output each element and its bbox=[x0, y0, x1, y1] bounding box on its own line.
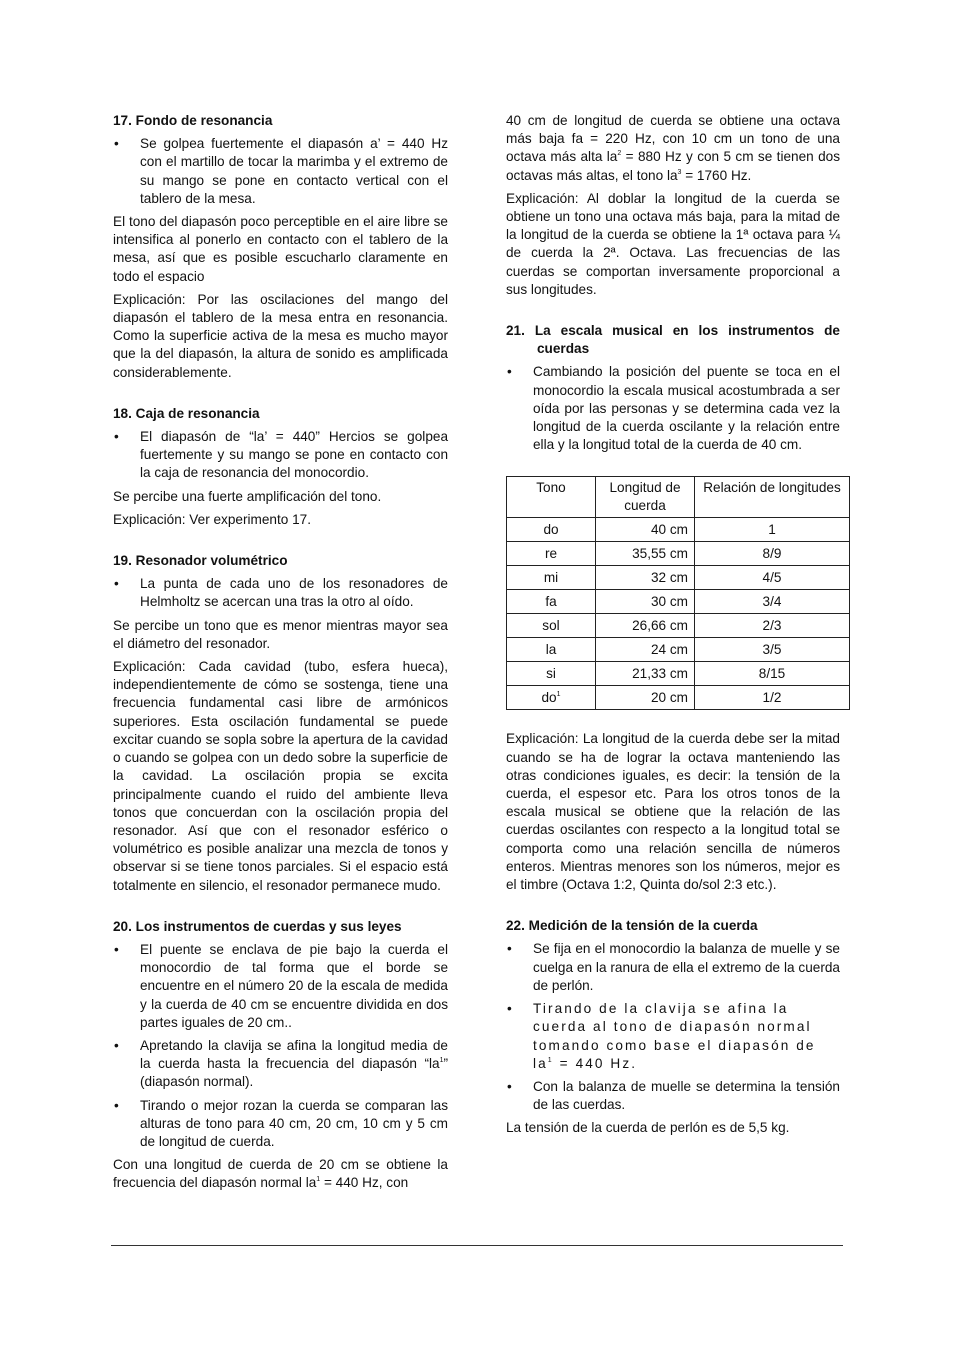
tono-label: do bbox=[543, 521, 559, 537]
tono-label: si bbox=[546, 665, 556, 681]
scale-table-cell-tono bbox=[507, 686, 596, 710]
section-18-bullet-1: • El diapasón de “la’ = 440” Hercios se golpea fuertemente y su mango se pone en contacto con la caja de resonancia del monocordio. bbox=[113, 428, 448, 483]
section-20-cont-paragraph-1 bbox=[506, 112, 840, 185]
section-20-paragraph-1-text-a: Con una longitud de cuerda de 20 cm se obtiene la frecuencia del diapasón normal la bbox=[113, 1157, 448, 1191]
section-18 bbox=[113, 405, 448, 529]
scale-table-body bbox=[507, 518, 850, 710]
scale-table-cell-longitud: 24 cm bbox=[596, 638, 695, 662]
scale-table-cell-tono bbox=[507, 638, 596, 662]
section-17-bullet-1: • Se golpea fuertemente el diapasón a’ = 440 Hz con el martillo de tocar la marimba y el extremo de su mango se pone en contacto vertical con el tablero de la mesa. bbox=[113, 135, 448, 208]
scale-table-header-longitud: Longitud de cuerda bbox=[596, 477, 695, 518]
section-20-cont-superscript-1: 2 bbox=[617, 150, 622, 158]
section-21-bullets bbox=[506, 363, 840, 454]
section-19-bullets bbox=[113, 575, 448, 611]
section-19-bullet-1: • La punta de cada uno de los resonadores de Helmholtz se acercan una tras la otro al oído. bbox=[113, 575, 448, 611]
scale-table-cell-relacion: 1/2 bbox=[695, 686, 850, 710]
scale-table-cell-tono bbox=[507, 614, 596, 638]
scale-table-cell-longitud: 21,33 cm bbox=[596, 662, 695, 686]
section-22-bullet-1: • Se fija en el monocordio la balanza de muelle y se cuelga en la ranura de ella el extremo de la cuerda de perlón. bbox=[506, 940, 840, 995]
section-20-cont-superscript-2: 3 bbox=[677, 168, 682, 176]
section-20-cont-paragraph-2: Explicación: Al doblar la longitud de la cuerda se obtiene un tono una octava más baja, para la mitad de la longitud de la cuerda se obtiene la 1ª octava para ¼ de cuerda la 2ª. Octava. Las frecuencias de las cuerdas se comportan inversamente proporcional a sus longitudes. bbox=[506, 190, 840, 297]
scale-table-row bbox=[507, 542, 850, 566]
section-18-paragraph-2: Explicación: Ver experimento 17. bbox=[113, 511, 311, 527]
section-20-cont-text-a: 40 cm de longitud de cuerda se obtiene una octava más baja fa = 220 Hz, con 10 cm un tono de una octava más alta la bbox=[506, 113, 840, 165]
scale-table-cell-relacion: 8/9 bbox=[695, 542, 850, 566]
scale-table-cell-longitud: 35,55 cm bbox=[596, 542, 695, 566]
tono-label: mi bbox=[543, 569, 559, 585]
tono-label: do bbox=[541, 689, 557, 705]
section-20-paragraph-1-superscript: 1 bbox=[316, 1176, 321, 1184]
section-20-continued bbox=[506, 112, 840, 299]
right-column bbox=[506, 112, 840, 1143]
section-20-paragraph-1-text-b: = 440 Hz, con bbox=[320, 1175, 409, 1191]
section-20-paragraph-1 bbox=[113, 1156, 448, 1192]
section-22-title: 22. Medición de la tensión de la cuerda bbox=[506, 918, 758, 934]
section-19 bbox=[113, 552, 448, 895]
scale-table-header-tono: Tono bbox=[507, 477, 596, 518]
scale-table-header-relacion: Relación de longitudes bbox=[695, 477, 850, 518]
section-22-bullet-2 bbox=[506, 1000, 840, 1073]
scale-table-row bbox=[507, 566, 850, 590]
section-20-cont-text-b: = 880 Hz y con 5 cm se tienen dos octavas más altas, el tono la bbox=[506, 149, 840, 183]
section-20-bullet-2-superscript: 1 bbox=[439, 1057, 444, 1065]
scale-table bbox=[506, 476, 850, 710]
section-22-bullet-2-text-b: = 440 Hz. bbox=[553, 1055, 638, 1071]
section-22-bullets bbox=[506, 940, 840, 1114]
section-19-paragraph-2: Explicación: Cada cavidad (tubo, esfera hueca), independientemente de cómo se sostenga, tiene una frecuencia fundamental casi libre de armónicos superiores. Esta oscilación fundamental se puede excitar cuando se sopla sobre la apertura de la cavidad o cuando se golpea con un dedo sobre la superficie de la cavidad. La oscilación propia se excita principalmente cuando el ruido del ambiente lleva tonos que concuerdan con la oscilación propia del resonador. Así que con el resonador esférico o volumétrico es posible analizar una mezcla de tonos y observar si se tiene tonos parciales. Si el espacio está totalmente en silencio, el resonador permanece mudo. bbox=[113, 659, 448, 893]
section-22-paragraph-1: La tensión de la cuerda de perlón es de 5,5 kg. bbox=[506, 1120, 790, 1136]
section-21-title: 21. La escala musical en los instrumentos de cuerdas bbox=[506, 323, 840, 357]
tono-superscript: 1 bbox=[556, 690, 561, 698]
section-21-bullet-1: • Cambiando la posición del puente se toca en el monocordio la escala musical acostumbrada a ser oída por las personas y se determina cada vez la longitud de la cuerda oscilante y la relación entre ella y la longitud total de la cuerda de 40 cm. bbox=[506, 363, 840, 454]
scale-table-cell-longitud: 20 cm bbox=[596, 686, 695, 710]
section-22-bullet-3: • Con la balanza de muelle se determina la tensión de las cuerdas. bbox=[506, 1078, 840, 1114]
section-22 bbox=[506, 917, 840, 1137]
section-17-bullets bbox=[113, 135, 448, 208]
scale-table-row bbox=[507, 614, 850, 638]
scale-table-cell-tono bbox=[507, 590, 596, 614]
scale-table-row bbox=[507, 662, 850, 686]
section-19-paragraph-1: Se percibe un tono que es menor mientras mayor sea el diámetro del resonador. bbox=[113, 617, 448, 651]
section-17-title: 17. Fondo de resonancia bbox=[113, 113, 273, 128]
scale-table-cell-relacion: 3/4 bbox=[695, 590, 850, 614]
section-17-paragraph-2: Explicación: Por las oscilaciones del mango del diapasón el tablero de la mesa entra en resonancia. Como la superficie activa de la mesa es mucho mayor que la del diapasón, la altura de sonido es amplificada considerablemente. bbox=[113, 291, 448, 380]
section-20-bullet-2-text-a: Apretando la clavija se afina la longitud media de la cuerda hasta la frecuencia del diapasón “la bbox=[140, 1037, 448, 1072]
scale-table-cell-relacion: 8/15 bbox=[695, 662, 850, 686]
tono-label: re bbox=[544, 545, 558, 561]
section-20-bullet-2-text-b: ” (diapasón normal). bbox=[140, 1056, 448, 1090]
scale-table-row bbox=[507, 638, 850, 662]
scale-table-cell-longitud: 30 cm bbox=[596, 590, 695, 614]
section-20-bullets bbox=[113, 941, 448, 1151]
section-19-title: 19. Resonador volumétrico bbox=[113, 553, 288, 569]
tono-label: sol bbox=[542, 617, 560, 633]
scale-table-cell-longitud: 40 cm bbox=[596, 518, 695, 542]
scale-table-cell-relacion: 2/3 bbox=[695, 614, 850, 638]
section-20-title: 20. Los instrumentos de cuerdas y sus leyes bbox=[113, 918, 402, 934]
section-21-paragraph-1: Explicación: La longitud de la cuerda debe ser la mitad cuando se ha de lograr la octava manteniendo las otras condiciones iguales, es decir: la tensión de la cuerda, el espesor etc. Para los otros tonos de la escala musical se obtiene que la relación de las cuerdas oscilantes con respecto a la longitud total se comporta como una relación sencilla de números enteros. Mientras menores son los números, mejor es el timbre (Octava 1:2, Quinta do/sol 2:3 etc.). bbox=[506, 731, 840, 893]
section-21 bbox=[506, 322, 840, 894]
tono-label: fa bbox=[545, 593, 557, 609]
section-22-bullet-2-text-a: Tirando de la clavija se afina la cuerda al tono de diapasón normal tomando como base el diapasón de la bbox=[533, 1001, 816, 1071]
scale-table-row bbox=[507, 590, 850, 614]
footer-rule bbox=[111, 1245, 843, 1246]
scale-table-cell-tono bbox=[507, 662, 596, 686]
section-20-bullet-2 bbox=[113, 1037, 448, 1092]
left-column bbox=[113, 112, 448, 1198]
scale-table-cell-relacion: 4/5 bbox=[695, 566, 850, 590]
section-20-bullet-1: • El puente se enclava de pie bajo la cuerda el monocordio de tal forma que el borde se encuentre en el número 20 de la escala de medida y la cuerda de 40 cm se encuentre dividida en dos partes iguales de 20 cm.. bbox=[113, 941, 448, 1032]
section-17 bbox=[113, 112, 448, 382]
scale-table-cell-tono bbox=[507, 566, 596, 590]
scale-table-cell-tono bbox=[507, 518, 596, 542]
scale-table-cell-longitud: 32 cm bbox=[596, 566, 695, 590]
section-17-paragraph-1: El tono del diapasón poco perceptible en el aire libre se intensifica al ponerlo en contacto con el tablero de la mesa, así que es posible escucharlo claramente en todo el espacio bbox=[113, 214, 448, 284]
section-18-paragraph-1: Se percibe una fuerte amplificación del tono. bbox=[113, 488, 382, 504]
scale-table-cell-relacion: 3/5 bbox=[695, 638, 850, 662]
scale-table-header-row bbox=[507, 477, 850, 518]
section-18-title: 18. Caja de resonancia bbox=[113, 405, 260, 421]
scale-table-cell-tono bbox=[507, 542, 596, 566]
section-20-cont-text-c: = 1760 Hz. bbox=[681, 167, 752, 183]
section-18-bullets bbox=[113, 428, 448, 483]
scale-table-cell-longitud: 26,66 cm bbox=[596, 614, 695, 638]
scale-table-row bbox=[507, 686, 850, 710]
scale-table-row bbox=[507, 518, 850, 542]
section-20-bullet-3: • Tirando o mejor rozan la cuerda se comparan las alturas de tono para 40 cm, 20 cm, 10 cm y 5 cm de longitud de cuerda. bbox=[113, 1097, 448, 1152]
tono-label: la bbox=[545, 641, 557, 657]
scale-table-cell-relacion: 1 bbox=[695, 518, 850, 542]
section-20 bbox=[113, 918, 448, 1193]
section-22-bullet-2-superscript: 1 bbox=[547, 1056, 554, 1064]
